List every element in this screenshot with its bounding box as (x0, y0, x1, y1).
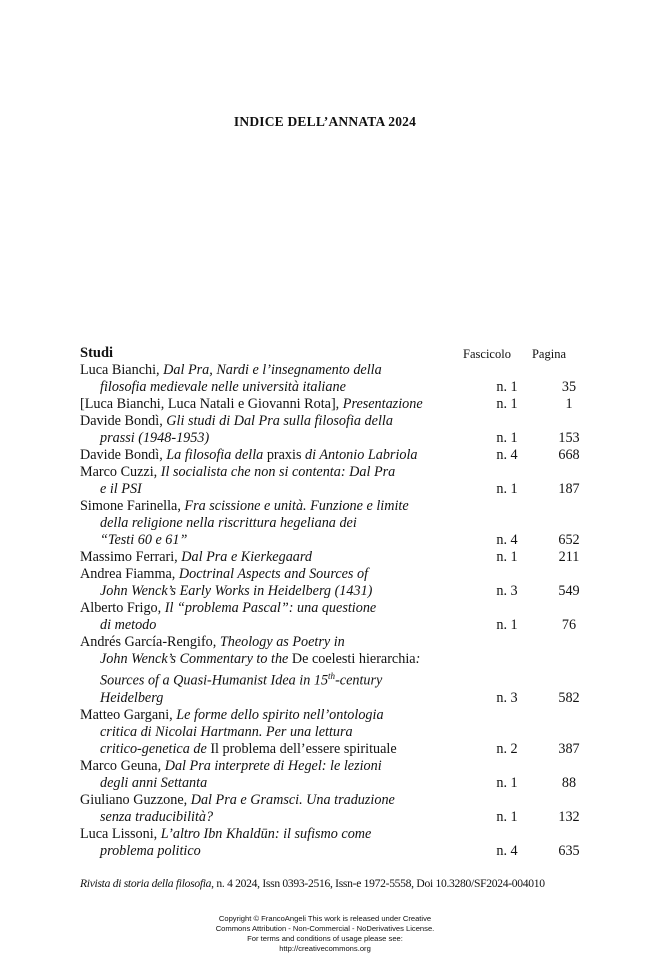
entry-continuation-line (80, 651, 600, 668)
entry-text-segment: Davide Bondì, (80, 447, 167, 463)
entry-text-segment: De coelesti hierarchia (291, 651, 416, 667)
entry-text-segment: Luca Lissoni, (80, 825, 161, 842)
entry-title-segment: La filosofia della (166, 447, 267, 463)
entry-title-segment: critica di Nicolai Hartmann. Per una lettura (100, 723, 353, 740)
entry-title-segment: Dal Pra, Nardi e l’insegnamento della (163, 362, 382, 378)
entry-text-segment: Il problema dell’essere spirituale (210, 740, 397, 757)
entry-first-line (80, 707, 600, 724)
entry-reference (460, 617, 600, 634)
entry-reference (460, 549, 600, 566)
index-entry (80, 758, 600, 792)
entry-text-segment: praxis (266, 447, 306, 463)
entry-reference (460, 379, 600, 396)
copyright-notice (0, 914, 650, 954)
entry-pagina: 582 (558, 689, 580, 706)
entry-text-segment: Andrés García-Rengifo, (80, 634, 220, 650)
entry-reference (460, 532, 600, 549)
entry-pagina: 35 (561, 379, 577, 395)
entry-title-segment: Presentazione (342, 396, 423, 412)
entry-reference (460, 775, 600, 792)
entry-first-line (80, 600, 600, 617)
entry-title-segment: Fra scissione e unità. Funzione e limite (184, 498, 409, 514)
entry-title-segment: Sources of a Quasi-Humanist Idea in 15 (100, 672, 329, 689)
entry-text-segment: Marco Geuna, (80, 757, 165, 774)
index-entry (80, 826, 600, 860)
entry-continuation-line (80, 668, 600, 690)
index-entry (80, 707, 600, 758)
entry-pagina: 153 (558, 430, 580, 446)
entry-text-segment: Luca Bianchi, (80, 362, 164, 378)
entry-title-segment: prassi (1948-1953) (100, 430, 210, 446)
entry-fascicolo: n. 1 (496, 396, 518, 412)
entry-title-segment: Il socialista che non si contenta: Dal Pra (160, 464, 396, 480)
entry-first-line (80, 758, 600, 775)
index-table (80, 345, 600, 860)
entry-text-segment: Giuliano Guzzone, (80, 791, 191, 808)
entry-pagina: 88 (561, 774, 577, 791)
journal-citation (80, 877, 600, 890)
entry-fascicolo: n. 4 (496, 842, 518, 859)
entry-fascicolo: n. 1 (496, 617, 518, 633)
entry-title-segment: John Wenck’s Early Works in Heidelberg (1431) (100, 583, 373, 599)
entry-reference (460, 741, 600, 758)
entry-text-segment: Alberto Frigo, (80, 600, 165, 616)
entry-first-line (80, 566, 600, 583)
entry-text-segment: Andrea Fiamma, (80, 566, 179, 582)
entry-pagina: 1 (565, 396, 573, 412)
entry-pagina: 549 (558, 583, 580, 599)
entry-reference (460, 843, 600, 860)
entry-fascicolo: n. 1 (496, 430, 518, 446)
entry-title-segment: Dal Pra e Kierkegaard (181, 549, 312, 565)
copyright-link[interactable]: http://creativecommons.org (279, 944, 371, 953)
entry-title-segment: della religione nella riscrittura hegeliana dei (100, 515, 357, 531)
copyright-line: For terms and conditions of usage please see: (247, 934, 403, 943)
index-entry (80, 362, 600, 396)
column-header-pagina: Pagina (531, 347, 567, 361)
entry-text-segment: Simone Farinella, (80, 498, 185, 514)
entry-title-segment: Theology as Poetry in (219, 634, 345, 650)
entry-pagina: 132 (558, 808, 580, 825)
entry-pagina: 635 (558, 842, 580, 859)
entry-title-segment: Doctrinal Aspects and Sources of (178, 566, 369, 582)
entry-title-segment: senza traducibilità? (100, 808, 214, 825)
entry-title-segment: Dal Pra e Gramsci. Una traduzione (190, 791, 395, 808)
entry-text-segment: [Luca Bianchi, Luca Natali e Giovanni Rota], (80, 396, 343, 412)
entry-title-segment: Heidelberg (100, 689, 164, 706)
entry-continuation-line (80, 515, 600, 532)
copyright-line: Commons Attribution - Non-Commercial - NoDerivatives License. (215, 924, 435, 933)
entry-title-segment: critico-genetica de (100, 740, 211, 757)
index-entry (80, 498, 600, 549)
copyright-line: Copyright © FrancoAngeli This work is released under Creative (218, 914, 432, 923)
entry-fascicolo: n. 1 (496, 481, 518, 497)
entry-text-segment: Massimo Ferrari, (80, 549, 182, 565)
entry-title-segment: di metodo (100, 617, 157, 633)
index-header (80, 345, 600, 362)
section-heading: Studi (80, 345, 114, 361)
index-entry (80, 549, 600, 566)
index-entry (80, 566, 600, 600)
index-entry (80, 600, 600, 634)
entry-first-line (80, 362, 600, 379)
journal-details: , n. 4 2024, Issn 0393-2516, Issn-e 1972-5558, Doi 10.3280/SF2024-004010 (211, 877, 545, 890)
index-entry (80, 792, 600, 826)
entry-list (80, 362, 600, 860)
entry-fascicolo: n. 1 (496, 549, 518, 565)
entry-title-segment: problema politico (100, 842, 201, 859)
entry-fascicolo: n. 1 (496, 808, 518, 825)
entry-pagina: 211 (558, 549, 580, 565)
entry-continuation-line (80, 724, 600, 741)
entry-first-line (80, 464, 600, 481)
index-entry (80, 413, 600, 447)
journal-name: Rivista di storia della filosofia (80, 877, 212, 890)
entry-title-segment: e il PSI (100, 481, 142, 497)
entry-first-line (80, 792, 600, 809)
entry-reference (460, 396, 600, 413)
entry-fascicolo: n. 1 (496, 774, 518, 791)
entry-pagina: 668 (558, 447, 580, 463)
entry-first-line (80, 634, 600, 651)
index-entry (80, 447, 600, 464)
entry-title-segment: Le forme dello spirito nell’ontologia (176, 706, 384, 723)
entry-title-segment: Il “problema Pascal”: una questione (164, 600, 377, 616)
entry-reference (460, 481, 600, 498)
index-entry (80, 634, 600, 707)
column-header-fascicolo: Fascicolo (463, 347, 511, 361)
entry-first-line (80, 826, 600, 843)
entry-fascicolo: n. 4 (496, 447, 518, 463)
entry-title-segment: Dal Pra interprete di Hegel: le lezioni (164, 757, 382, 774)
page-title: INDICE DELL’ANNATA 2024 (233, 114, 417, 129)
index-entry (80, 464, 600, 498)
entry-title-segment: -century (335, 672, 383, 689)
entry-title-segment: di Antonio Labriola (305, 447, 418, 463)
entry-reference (460, 430, 600, 447)
entry-title-segment: degli anni Settanta (100, 774, 208, 791)
entry-fascicolo: n. 2 (496, 740, 518, 757)
entry-text-segment: Davide Bondì, (80, 413, 167, 429)
entry-fascicolo: n. 3 (496, 689, 518, 706)
entry-fascicolo: n. 3 (496, 583, 518, 599)
entry-title-segment: L’altro Ibn Khaldūn: il sufismo come (160, 825, 372, 842)
entry-title-segment: : (415, 651, 421, 667)
entry-reference (460, 447, 600, 464)
entry-fascicolo: n. 4 (496, 532, 518, 548)
entry-title-segment: John Wenck’s Commentary to the (100, 651, 292, 667)
entry-pagina: 187 (558, 481, 580, 497)
entry-pagina: 76 (561, 617, 577, 633)
entry-title-segment: filosofia medievale nelle università italiane (100, 379, 346, 395)
entry-first-line (80, 498, 600, 515)
entry-text-segment: Matteo Gargani, (80, 706, 177, 723)
entry-pagina: 652 (558, 532, 580, 548)
entry-title-segment: “Testi 60 e 61” (100, 532, 188, 548)
entry-title-segment: th (328, 671, 336, 681)
entry-title-segment: Gli studi di Dal Pra sulla filosofia della (166, 413, 393, 429)
entry-pagina: 387 (558, 740, 580, 757)
entry-reference (460, 583, 600, 600)
entry-reference (460, 690, 600, 707)
entry-text-segment: Marco Cuzzi, (80, 464, 161, 480)
index-entry (80, 396, 600, 413)
entry-first-line (80, 413, 600, 430)
entry-fascicolo: n. 1 (496, 379, 518, 395)
entry-reference (460, 809, 600, 826)
